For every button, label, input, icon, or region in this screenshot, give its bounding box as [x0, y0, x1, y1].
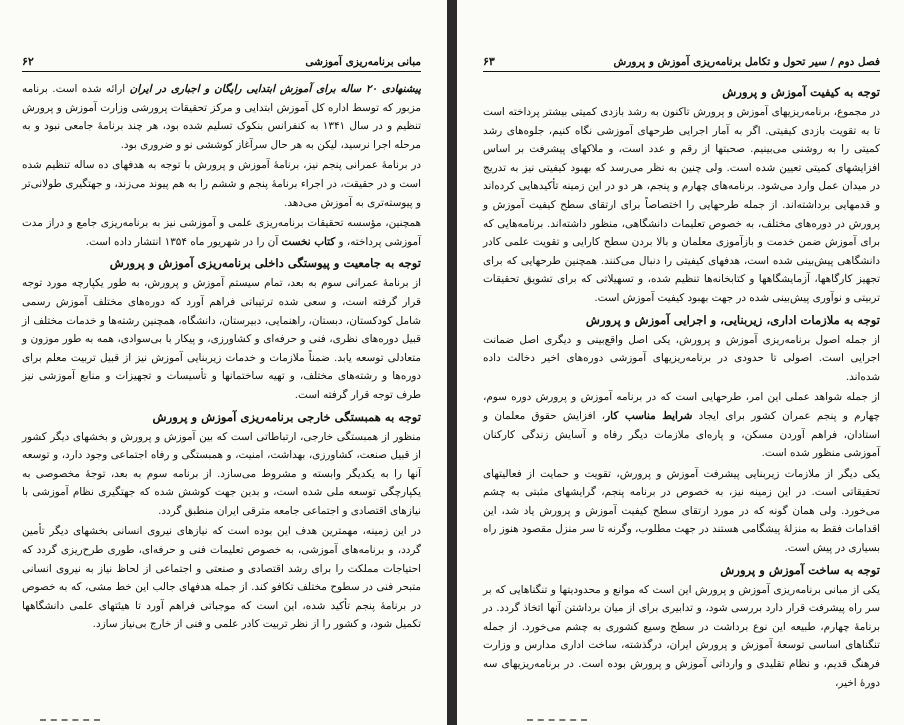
header-rule — [483, 71, 880, 72]
paragraph: در برنامهٔ عمرانی پنجم نیز، برنامهٔ آموزش و پرورش با توجه به هدفهای ده ساله تنظیم شده است و در حقیقت، در اجراء برنامهٔ پنجم و ششم را به هم پیوند می‌زند، و جهتگیری طولانی‌تر و پیوسته‌تری به آموزش می‌دهد. — [22, 159, 421, 209]
paragraph — [483, 388, 880, 462]
section-heading: توجه به ملازمات اداری، زیربنایی، و اجرایی آموزش و پرورش — [585, 312, 880, 327]
paragraph: در این زمینه، مهمترین هدف این بوده است که نیازهای نیروی انسانی بخشهای دیگر تأمین گردد، و برنامه‌های آموزشی، به خصوص تعلیمات فنی و حرفه‌ای، طوری طرح‌ریزی گردد که احتیاجات مملکت را برای رشد اقتصادی و صنعتی و اجتماعی از لحاظ نیاز به نیروی انسانی متبحر فنی در سطوح مختلف تکافو کند. از جمله هدفهای جالب این خط مشی، که به خصوص در برنامهٔ پنجم تأکید شده، این است که موجباتی فراهم آورد تا هیئتهای علمی دانشگاهها تکمیل شود، و کشور را از نظر تربیت کادر علمی و فنی از خارج بی‌نیاز سازد. — [22, 525, 421, 631]
intro-rest: ارائه شده است. برنامه مزبور که توسط اداره کل آموزش ابتدایی و مرکز تحقیقات پرورشی وزارت آموزش و پرورش تنظیم و در سال ۱۳۴۱ به کنفرانس بنکوک تسلیم شده بود، هر چند برنامهٔ جامعی نبود و به مرحله اجرا نرسید، لیکن به هر حال سرآغاز کوششی نو و ضروری بود. — [22, 83, 421, 151]
running-head — [22, 50, 421, 68]
intro-lead: پیشنهادی ۲۰ ساله برای آموزش ابتدایی رایگان و اجباری در ایران — [129, 83, 421, 95]
header-rule — [22, 71, 421, 72]
running-head — [483, 50, 880, 68]
paragraph-text: از جمله شواهد عملی این امر، طرحهایی است که در برنامه آموزش و پرورش دوره سوم، چهارم و پنجم عمران کشور برای ایجاد — [483, 391, 880, 422]
paragraph-text: همچنین، مؤسسه تحقیقات برنامه‌ریزی علمی و آموزشی نیز به برنامه‌ریزی جامع و دراز مدت آموزشی پرداخته، و — [22, 217, 421, 248]
section-heading: توجه به جامعیت و پیوستگی داخلی برنامه‌ریزی آموزش و پرورش — [109, 256, 421, 271]
paragraph-text: آن را در شهریور ماه ۱۳۵۴ انتشار داده است. — [85, 235, 282, 248]
header-title: مبانی برنامه‌ریزی آموزشی — [305, 56, 421, 68]
page-edge-mark — [40, 719, 100, 721]
page-number: ۶۳ — [483, 55, 495, 68]
body-text — [483, 80, 880, 694]
bold-phrase: شرایط مناسب کار — [605, 409, 693, 422]
paragraph: منظور از همبستگی خارجی، ارتباطاتی است که بین آموزش و پرورش و بخشهای دیگر کشور از قبیل صنعت، کشاورزی، بهداشت، امنیت، و همبستگی و رفاه اجتماعی وجود دارد، و توسعه آنها را به یکدیگر وابسته و مشروط می‌سازد. از برنامه سوم به بعد، توجهٔ مخصوصی به یکپارچگی توسعه ملی شده است، و بدین جهت کوشش شده که جهتگیری نظام آموزشی با نیازهای اقتصادی و اجتماعی جامعه مترقی ایران منطبق گردد. — [22, 430, 421, 517]
paragraph: از برنامهٔ عمرانی سوم به بعد، تمام سیستم آموزش و پرورش، به طور یکپارچه مورد توجه قرار گرفته است، و سعی شده ترتیباتی فراهم آورد که دوره‌های مختلف آموزش رسمی شامل کودکستان، دبستان، راهنمایی، دبیرستان، دانشگاه، همچنین رشته‌ها و خدمات مختلف از قبیل دوره‌های نظری، فنی و حرفه‌ای و کشاورزی، و پیکار با بی‌سوادی، همه به طور موزون و متعادلی توسعه یابد. ضمناً ملازمات و خدمات زیربنایی آموزش نیز از قبیل تربیت معلم برای دوره‌ها و رشته‌های مختلف، و تهیه ساختمانها و تأسیسات و تجهیزات و منابع آموزشی نیز طرف توجه قرار گرفته است. — [22, 277, 421, 401]
paragraph-text: ، افزایش حقوق معلمان و استادان، فراهم آوردن مسکن، و پاره‌ای ملازمات دیگر رفاه و آسایش زندگی کارکنان آموزشی منظور شده است. — [483, 409, 880, 460]
page-edge-mark — [527, 719, 587, 721]
paragraph: یکی از مبانی برنامه‌ریزی آموزش و پرورش این است که موانع و محدودیتها و تنگناهایی که بر سر راه پیشرفت قرار دارد بررسی شود، و تدابیری برای از میان برداشتن آنها اتخاذ گردد. در برنامهٔ چهارم، طبیعه این نوع برداشت در سطح وسیع کشوری به چشم می‌خورد. از جمله تنگناهای اساسی توسعهٔ آموزش و پرورش ایران، درگذشته، ساخت اداری مدارس و وزارت فرهنگ قدیم، و نظام تقلیدی و وارداتی آموزش و پرورش بوده است. در برنامه‌ریزیهای سه دورهٔ اخیر، — [483, 583, 880, 689]
book-gutter — [447, 0, 457, 725]
paragraph: از جمله اصول برنامه‌ریزی آموزش و پرورش، یکی اصل واقع‌بینی و دیگری اصل ضمانت اجرایی است. اصولی تا حدودی در برنامه‌ریزیهای آموزشی دوره‌های اخیر دخالت داده شده‌اند. — [483, 333, 880, 383]
paragraph — [22, 214, 421, 251]
bold-phrase: کتاب نخست — [281, 235, 336, 248]
paragraph: یکی دیگر از ملازمات زیربنایی پیشرفت آموزش و پرورش، تقویت و حمایت از فعالیتهای تحقیقاتی است. در این زمینه نیز، به خصوص در برنامه پنجم، گرایشهای مثبتی به چشم می‌خورد. ولی همان گونه که در مورد ارتقای سطح کیفیت آموزش و پرورش یاد شد، این اقدامات فقط به منزلهٔ پیشگامی هستند در جهت مطلوب، وگرنه تا سر منزل مقصود هنوز راه بسیاری در پیش است. — [483, 467, 880, 555]
section-heading: توجه به کیفیت آموزش و پرورش — [722, 85, 880, 99]
left-page — [0, 0, 447, 725]
intro-paragraph — [22, 80, 421, 154]
page-number: ۶۲ — [22, 55, 34, 68]
section-heading: توجه به ساخت آموزش و پرورش — [720, 562, 880, 577]
body-text — [22, 80, 421, 636]
paragraph: در مجموع، برنامه‌ریزیهای آموزش و پرورش تاکنون به رشد بازدی کمیتی بیشتر پرداخته است تا به تقویت بازدی کیفیتی. اگر به آمار اجرایی طرحهای آموزشی نگاه کنیم، جلوه‌های رشد کمیتی را به روشنی می‌بینیم. صحبتها از رقم و عدد است، و ملاکهای پیشرفت بر اساس افزایشهای کمیتی تعیین شده است. ولی چنین به نظر می‌رسد که بهبود کیفیتی نیز به تدریج در میدان عمل وارد می‌شود. برنامه‌های چهارم و پنجم، هر دو در این زمینه تأکیدهایی کرده‌اند و قدمهایی برداشته‌اند. از جمله طرحهایی را اختصاصاً برای ارتقای سطح کیفیت آموزش و پرورش در دوره‌های مختلف، به خصوص تعلیمات دانشگاهی، منظور داشته‌اند. برنامه‌هایی که برای آموزش ضمن خدمت و بازآموزی معلمان و بالا بردن سطح کارایی و تقویت علمی کادر دانشگاهی پیش‌بینی شده است، هدفهای کیفیتی را دنبال می‌کنند. همچنین طرحهایی که برای تجهیز کارگاهها، آزمایشگاهها و کتابخانه‌ها تنظیم شده، و تسهیلاتی که برای تشویق تحقیقات تربیتی و نوآوری پیش‌بینی شده در جهت بهبود کیفیت آموزش است. — [483, 106, 880, 304]
header-title: فصل دوم / سیر تحول و تکامل برنامه‌ریزی آموزش و پرورش — [613, 56, 880, 68]
section-heading: توجه به همبستگی خارجی برنامه‌ریزی آموزش و پرورش — [152, 409, 421, 424]
right-page — [457, 0, 904, 725]
